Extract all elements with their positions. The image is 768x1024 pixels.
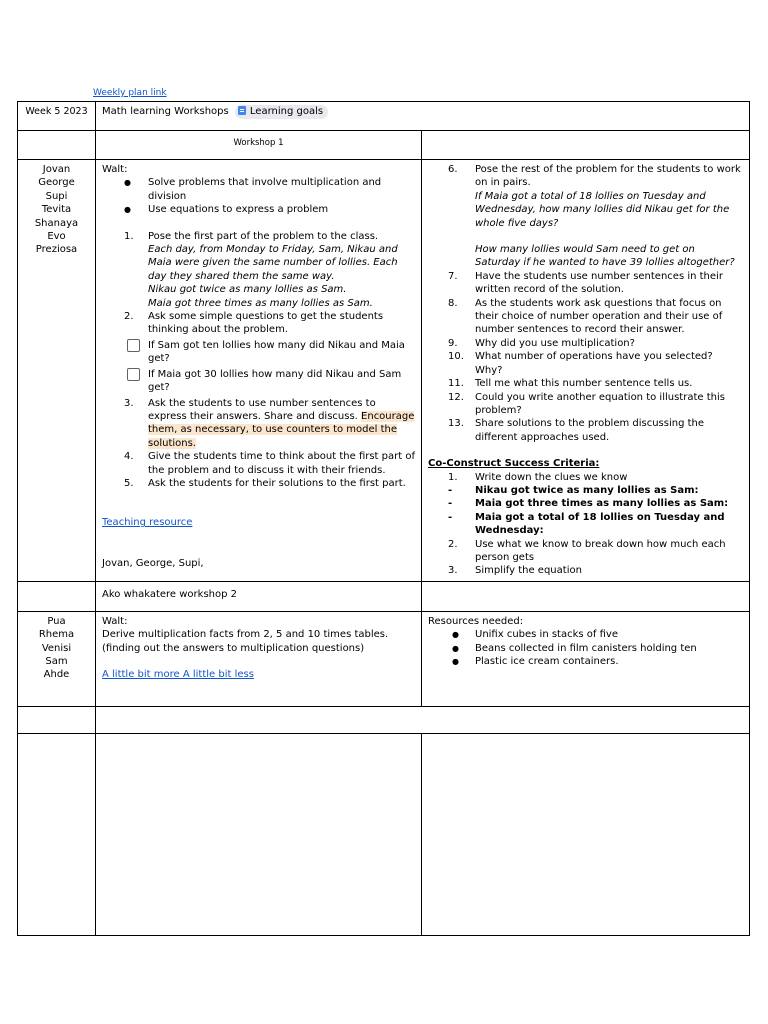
student-name: Evo <box>47 231 66 243</box>
empty-cell <box>18 581 96 611</box>
walt-text: (finding out the answers to multiplication questions) <box>102 642 365 654</box>
workshop1-students <box>18 160 96 582</box>
workshop2-resources <box>422 611 750 706</box>
week-label: Week 5 2023 <box>18 102 96 131</box>
a-little-bit-more-link[interactable]: A little bit more A little bit less <box>102 669 254 680</box>
document-icon <box>238 106 246 115</box>
step-text: Pose the first part of the problem to the class. <box>148 230 379 242</box>
criteria-item: - Nikau got twice as many lollies as Sam: <box>448 484 699 496</box>
step-item: 4. Give the students time to think about the first part of the problem and to discuss it with their friends. <box>124 451 415 476</box>
walt-text: Derive multiplication facts from 2, 5 and 10 times tables. <box>102 629 389 641</box>
learning-goals-chip[interactable] <box>235 105 328 119</box>
workshop1-title-row <box>18 131 750 160</box>
step-text: Ask some simple questions to get the students thinking about the problem. <box>148 311 384 336</box>
teaching-resource-link[interactable]: Teaching resource <box>102 517 193 529</box>
page-title-text: Math learning Workshops <box>102 106 229 117</box>
workshop1-row <box>18 160 750 582</box>
step-text: Ask the students for their solutions to the first part. <box>148 477 406 489</box>
criteria-item: 3. Simplify the equation <box>448 565 582 577</box>
empty-cell <box>18 706 96 733</box>
workshop2-title: Ako whakatere workshop 2 <box>96 581 422 611</box>
workshop2-title-row <box>18 581 750 611</box>
workshop1-title: Workshop 1 <box>96 131 422 160</box>
student-name: Venisi <box>41 642 72 654</box>
walt-item: ● Solve problems that involve multiplication and division <box>102 176 415 203</box>
step-item: 10. What number of operations have you selected? Why? <box>448 351 713 376</box>
highlighted-text: Encourage them, as necessary, to use counters to model the solutions. <box>148 410 415 449</box>
resources-list <box>428 628 743 668</box>
student-name: Shanaya <box>34 217 79 229</box>
empty-row <box>18 733 750 935</box>
empty-cell <box>18 733 96 935</box>
step-item: 1. Pose the first part of the problem to the class. Each day, from Monday to Friday, Sam, Nikau and Maia were given the same number of lollies. Each day they shared them the same way. Nikau got twice as many lollies as Sam. Maia got three times as many lollies as Sam. <box>102 230 415 310</box>
step-item: 5. Ask the students for their solutions to the first part. <box>124 477 406 489</box>
empty-row <box>18 706 750 733</box>
student-name: Sam <box>45 656 68 667</box>
student-name: Tevita <box>41 204 72 216</box>
walt-list <box>102 176 415 216</box>
step-item: 3. Ask the students to use number sentences to express their answers. Share and discuss. Encourage them, as necessary, to use counters to model the solutions. <box>124 397 415 449</box>
problem-text: How many lollies would Sam need to get on Saturday if he wanted to have 39 lollies altogether? <box>475 244 735 269</box>
problem-text: If Maia got a total of 18 lollies on Tuesday and Wednesday, how many lollies did Nikau get for the whole five days? <box>475 190 730 229</box>
step-item: 11. Tell me what this number sentence tells us. <box>448 378 693 390</box>
checklist-text: If Sam got ten lollies how many did Nikau and Maia get? <box>148 339 405 365</box>
resource-item: ● Plastic ice cream containers. <box>428 655 743 668</box>
student-name: Supi <box>45 190 68 202</box>
problem-text: Each day, from Monday to Friday, Sam, Nikau and Maia were given the same number of lollies. Each day they shared them the same way. <box>148 244 398 282</box>
empty-cell <box>422 733 750 935</box>
step-item: 9. Why did you use multiplication? <box>448 337 635 349</box>
steps-list <box>102 230 415 337</box>
workshop2-plan-left <box>96 611 422 706</box>
student-name: Jovan <box>42 164 71 175</box>
empty-cell <box>96 733 422 935</box>
student-name: Rhema <box>38 629 75 641</box>
checklist-item <box>102 339 415 366</box>
empty-cell <box>422 581 750 611</box>
criteria-item: - Maia got three times as many lollies as Sam: <box>448 498 729 510</box>
student-name: Pua <box>47 615 66 627</box>
checkbox[interactable] <box>127 339 140 352</box>
student-name: Ahde <box>43 669 70 681</box>
criteria-item: 1. Write down the clues we know <box>448 471 628 483</box>
step-item: 6. Pose the rest of the problem for the students to work on in pairs. If Maia got a total of 18 lollies on Tuesday and Wednesday, how many lollies did Nikau get for the whole five days? How many lollies would Sam need to get on Saturday if he wanted to have 39 lollies altogether? <box>428 163 743 270</box>
walt-label: Walt: <box>102 615 128 627</box>
resource-item: ● Unifix cubes in stacks of five <box>428 628 743 641</box>
steps-list-right <box>428 163 743 444</box>
checkbox[interactable] <box>127 368 140 381</box>
step-item: 8. As the students work ask questions that focus on their choice of number operation and their use of number sentences to record their answer. <box>448 297 723 336</box>
step-item: 7. Have the students use number sentences in their written record of the solution. <box>448 270 723 296</box>
empty-cell <box>422 131 750 160</box>
checklist-item <box>102 368 415 395</box>
criteria-item: - Maia got a total of 18 lollies on Tuesday and Wednesday: <box>448 511 725 537</box>
empty-cell <box>18 131 96 160</box>
empty-cell <box>96 706 750 733</box>
checklist-text: If Maia got 30 lollies how many did Nikau and Sam get? <box>148 368 402 394</box>
resource-item: ● Beans collected in film canisters holding ten <box>428 642 743 655</box>
problem-text: Nikau got twice as many lollies as Sam. <box>148 284 347 296</box>
step-text: Ask the students to use number sentences to express their answers. Share and discuss. <box>148 397 376 422</box>
workshop2-students <box>18 611 96 706</box>
step-text: Give the students time to think about the first part of the problem and to discuss it with their friends. <box>148 451 415 476</box>
workshop2-row <box>18 611 750 706</box>
walt-label: Walt: <box>102 164 128 175</box>
student-name: Preziosa <box>35 244 78 256</box>
steps-list-continued <box>102 397 415 491</box>
weekly-plan-table <box>17 101 750 936</box>
success-criteria-list <box>428 471 743 578</box>
weekly-plan-link[interactable]: Weekly plan link <box>93 88 167 98</box>
walt-item: ● Use equations to express a problem <box>102 203 415 216</box>
group-names: Jovan, George, Supi, <box>102 557 204 569</box>
step-item: 13. Share solutions to the problem discussing the different approaches used. <box>448 418 705 443</box>
criteria-item: 2. Use what we know to break down how much each person gets <box>448 538 726 563</box>
student-name: George <box>38 177 75 189</box>
step-text: Pose the rest of the problem for the students to work on in pairs. <box>475 164 741 189</box>
problem-text: Maia got three times as many lollies as Sam. <box>148 297 373 309</box>
header-row <box>18 102 750 131</box>
step-item: 2. Ask some simple questions to get the students thinking about the problem. <box>124 311 384 336</box>
success-criteria-title: Co-Construct Success Criteria: <box>428 458 600 470</box>
learning-goals-chip-label: Learning goals <box>249 106 324 117</box>
workshop1-plan-left <box>96 160 422 582</box>
step-item: 12. Could you write another equation to illustrate this problem? <box>448 391 725 416</box>
resources-title: Resources needed: <box>428 615 524 627</box>
workshop1-plan-right <box>422 160 750 582</box>
page-title <box>96 102 750 131</box>
